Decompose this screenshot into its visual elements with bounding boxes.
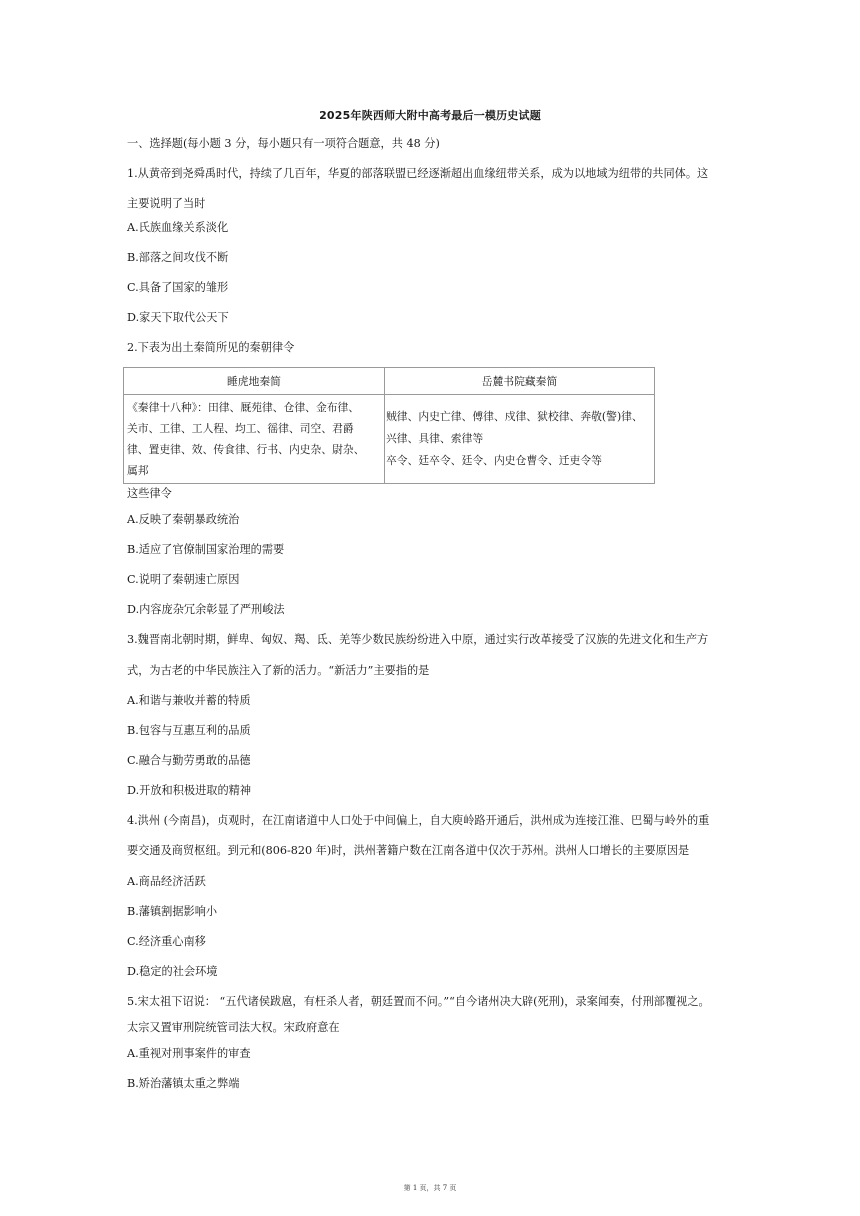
q4-option-d: D.稳定的社会环境: [127, 965, 218, 978]
q3-option-d: D.开放和积极进取的精神: [127, 784, 252, 797]
q4-option-a: A.商品经济活跃: [127, 875, 206, 888]
q2-option-c: C.说明了秦朝速亡原因: [127, 573, 240, 586]
qin-statutes-table: [123, 367, 655, 484]
table-cell-line: 律、置吏律、效、传食律、行书、内史杂、尉杂、: [127, 443, 365, 456]
table-cell-line: 《秦律十八种》：田律、厩苑律、仓律、金布律、: [127, 401, 360, 414]
q5-option-a: A.重视对刑事案件的审查: [127, 1047, 251, 1060]
table-cell-shuihudi: [124, 395, 385, 484]
table-cell-line: 卒令、廷卒令、廷令、内史仓曹令、迁吏令等: [386, 454, 602, 467]
table-header-row: [124, 368, 655, 395]
table-cell-line: 贼律、内史亡律、傅律、戍律、狱校律、奔敬(警)律、: [386, 410, 643, 423]
q3-option-c: C.融合与勤劳勇敢的品德: [127, 754, 251, 767]
table-cell-yuelu: [385, 395, 655, 484]
table-cell-line: 关市、工律、工人程、均工、徭律、司空、君爵: [127, 422, 354, 435]
section-heading: 一、选择题(每小题 3 分，每小题只有一项符合题意，共 48 分): [127, 137, 440, 150]
table-header-shuihudi: 睡虎地秦简: [124, 368, 385, 395]
q2-after-table: 这些律令: [127, 487, 172, 500]
page-footer: 第 1 页，共 7 页: [403, 1184, 457, 1192]
table-cell-line: 兴律、具律、索律等: [386, 432, 484, 445]
q1-stem-line-2: 主要说明了当时: [127, 197, 206, 210]
table-header-yuelu: 岳麓书院藏秦简: [385, 368, 655, 395]
q1-option-d: D.家天下取代公天下: [127, 311, 229, 324]
q3-stem-line-1: 3.魏晋南北朝时期，鲜卑、匈奴、羯、氐、羌等少数民族纷纷进入中原，通过实行改革接受了汉族的先进文化和生产方: [127, 633, 709, 646]
q5-stem-line-2: 太宗又置审刑院统管司法大权。宋政府意在: [127, 1021, 340, 1034]
q3-option-a: A.和谐与兼收并蓄的特质: [127, 694, 251, 707]
q2-option-a: A.反映了秦朝暴政统治: [127, 513, 240, 526]
q2-option-d: D.内容庞杂冗余彰显了严刑峻法: [127, 603, 285, 616]
q2-option-b: B.适应了官僚制国家治理的需要: [127, 543, 285, 556]
table-row: [124, 395, 655, 484]
q5-option-b: B.矫治藩镇太重之弊端: [127, 1077, 240, 1090]
q2-stem: 2.下表为出土秦简所见的秦朝律令: [127, 341, 295, 354]
q4-option-b: B.藩镇割据影响小: [127, 905, 218, 918]
document-title: 2025年陕西师大附中高考最后一模历史试题: [319, 109, 541, 122]
q1-option-a: A.氏族血缘关系淡化: [127, 221, 229, 234]
q4-stem-line-1: 4.洪州 (今南昌)，贞观时，在江南诸道中人口处于中间偏上，自大庾岭路开通后，洪州成为连接江淮、巴蜀与岭外的重: [127, 814, 710, 827]
q4-option-c: C.经济重心南移: [127, 935, 206, 948]
q1-stem-line-1: 1.从黄帝到尧舜禹时代，持续了几百年，华夏的部落联盟已经逐渐超出血缘纽带关系，成为以地域为纽带的共同体。这: [127, 167, 709, 180]
q3-option-b: B.包容与互惠互利的品质: [127, 724, 251, 737]
q1-option-c: C.具备了国家的雏形: [127, 281, 229, 294]
table-cell-line: 属邦: [127, 464, 149, 477]
q3-stem-line-2: 式，为古老的中华民族注入了新的活力。“新活力”主要指的是: [127, 664, 430, 677]
q1-option-b: B.部落之间攻伐不断: [127, 251, 229, 264]
q5-stem-line-1: 5.宋太祖下诏说： “五代诸侯跋扈，有枉杀人者，朝廷置而不问。”“自今诸州决大辟(死刑)，录案闻奏，付刑部覆视之。: [127, 995, 710, 1008]
q4-stem-line-2: 要交通及商贸枢纽。到元和(806-820 年)时，洪州著籍户数在江南各道中仅次于苏州。洪州人口增长的主要原因是: [127, 844, 690, 857]
